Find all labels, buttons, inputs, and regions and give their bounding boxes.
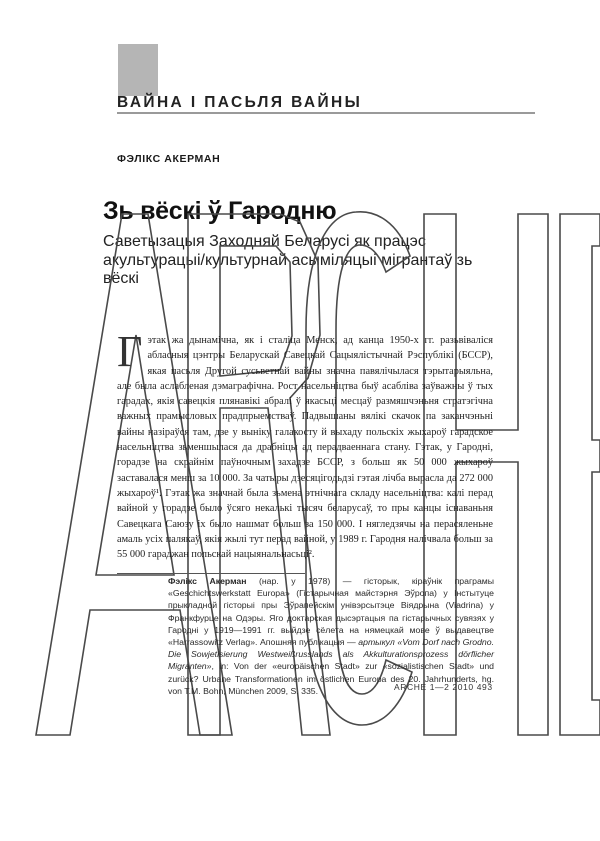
author-name: ФЭЛІКС АКЕРМАН xyxy=(117,153,221,165)
article-subtitle: Саветызацыя Заходняй Беларусі як працэс акультурацыі/культурнай асыміляцыі мігрантаў зь вёскі xyxy=(103,233,473,287)
bio-name: Фэлікс Акерман xyxy=(168,576,247,586)
bio-text-1: (нар. у 1978) — гісторык, кіраўнік праграмы «Geschichtswerkstatt Europa» (Гістарычная майстэрня Эўропа) у Інстытуце прыкладной гісторыі пры Эўрапейскім унівэрсытэце Віядрына (Viadrina) у Франкфурце на Одэры. Яго доктарская дысэртацыя па гістарычных сувязях у Гародні у 1919—1991 гг. выйдзе сёлета на нямецкай мове ў выдавецтве «Harrassowitz Verlag». Апошняя публікацыя — xyxy=(168,576,494,648)
page-footer: ARCHE 1—2 2010 493 xyxy=(394,682,493,692)
author-bio xyxy=(168,575,494,697)
body-paragraph: этак жа дынамічна, як і сталіца Менск, ад канца 1950-х гг. разьвіваліся абласныя цэнтры Беларускай Савецкай Сацыялістычнай Рэспублікі (БССР), якая пасьля Другой сусьветнай вайны значна павялічылася тэрытарыяльна, але была аслабленая дэмаграфічна. Рост насельніцтва быў асабліва заўважны ў тых гарадах, якія савецкія плянавікі абралі ў якасьці месцаў размяшчэньня стратэгічна важных прамысловых прадпрыемстваў. Падвышаны вялікі скачок па заканчэньні вайны назіраўся там, дзе у выніку галакосту й выхаду польскіх жыхароў гарадское насельніцтва зьменшылася да драбніцы ад перадваеннага стану. Гэтак, у Гародні, горадзе на скрайнім паўночным захадзе БССР, з больш як 50 000 жыхароў заставалася менш за 10 000. За чатыры дзесяцігодьдзі гэтая лічба вырасла да 272 000 жыхароў¹. Гэтак жа значнай была зьмена этнічнага складу насельніцтва: калі перад вайной у горадзе было ўсяго некалькі тысяч беларусаў, то пры канцы існаваньня Савецкага Саюзу іх было нашмат больш за 150 000. І нягледзячы на перасяленьне амаль усіх палякаў, якія жылі тут перад вайной, у 1989 г. Гародня налічвала больш за 55 000 гараджан польскай нацыянальнасьці². xyxy=(117,335,493,561)
section-title: ВАЙНА І ПАСЬЛЯ ВАЙНЫ xyxy=(117,94,363,111)
bio-rule xyxy=(117,573,305,574)
bio-article-title: «Vom Dorf nach Grodno. Die Sowjetisierung Westweißrusslands als Akkulturationsprozess dörflicher Migranten» xyxy=(168,637,494,672)
bio-artykul: артыкул xyxy=(358,637,395,648)
section-rule xyxy=(117,112,535,114)
section-marker-block xyxy=(118,44,158,96)
bio-text-3: , in: Von der «europäischen Stadt» zur «sozialistischen Stadt» und zurück? Urbane Transformationen im östlichen Europa des 20. Jahrhunderts, hg. von T.M. Bohn, München 2009, S. 335. xyxy=(168,661,494,696)
article-title: Зь вёскі ў Гародню xyxy=(103,197,337,225)
article-body xyxy=(117,327,493,562)
drop-cap: Г xyxy=(117,327,143,376)
